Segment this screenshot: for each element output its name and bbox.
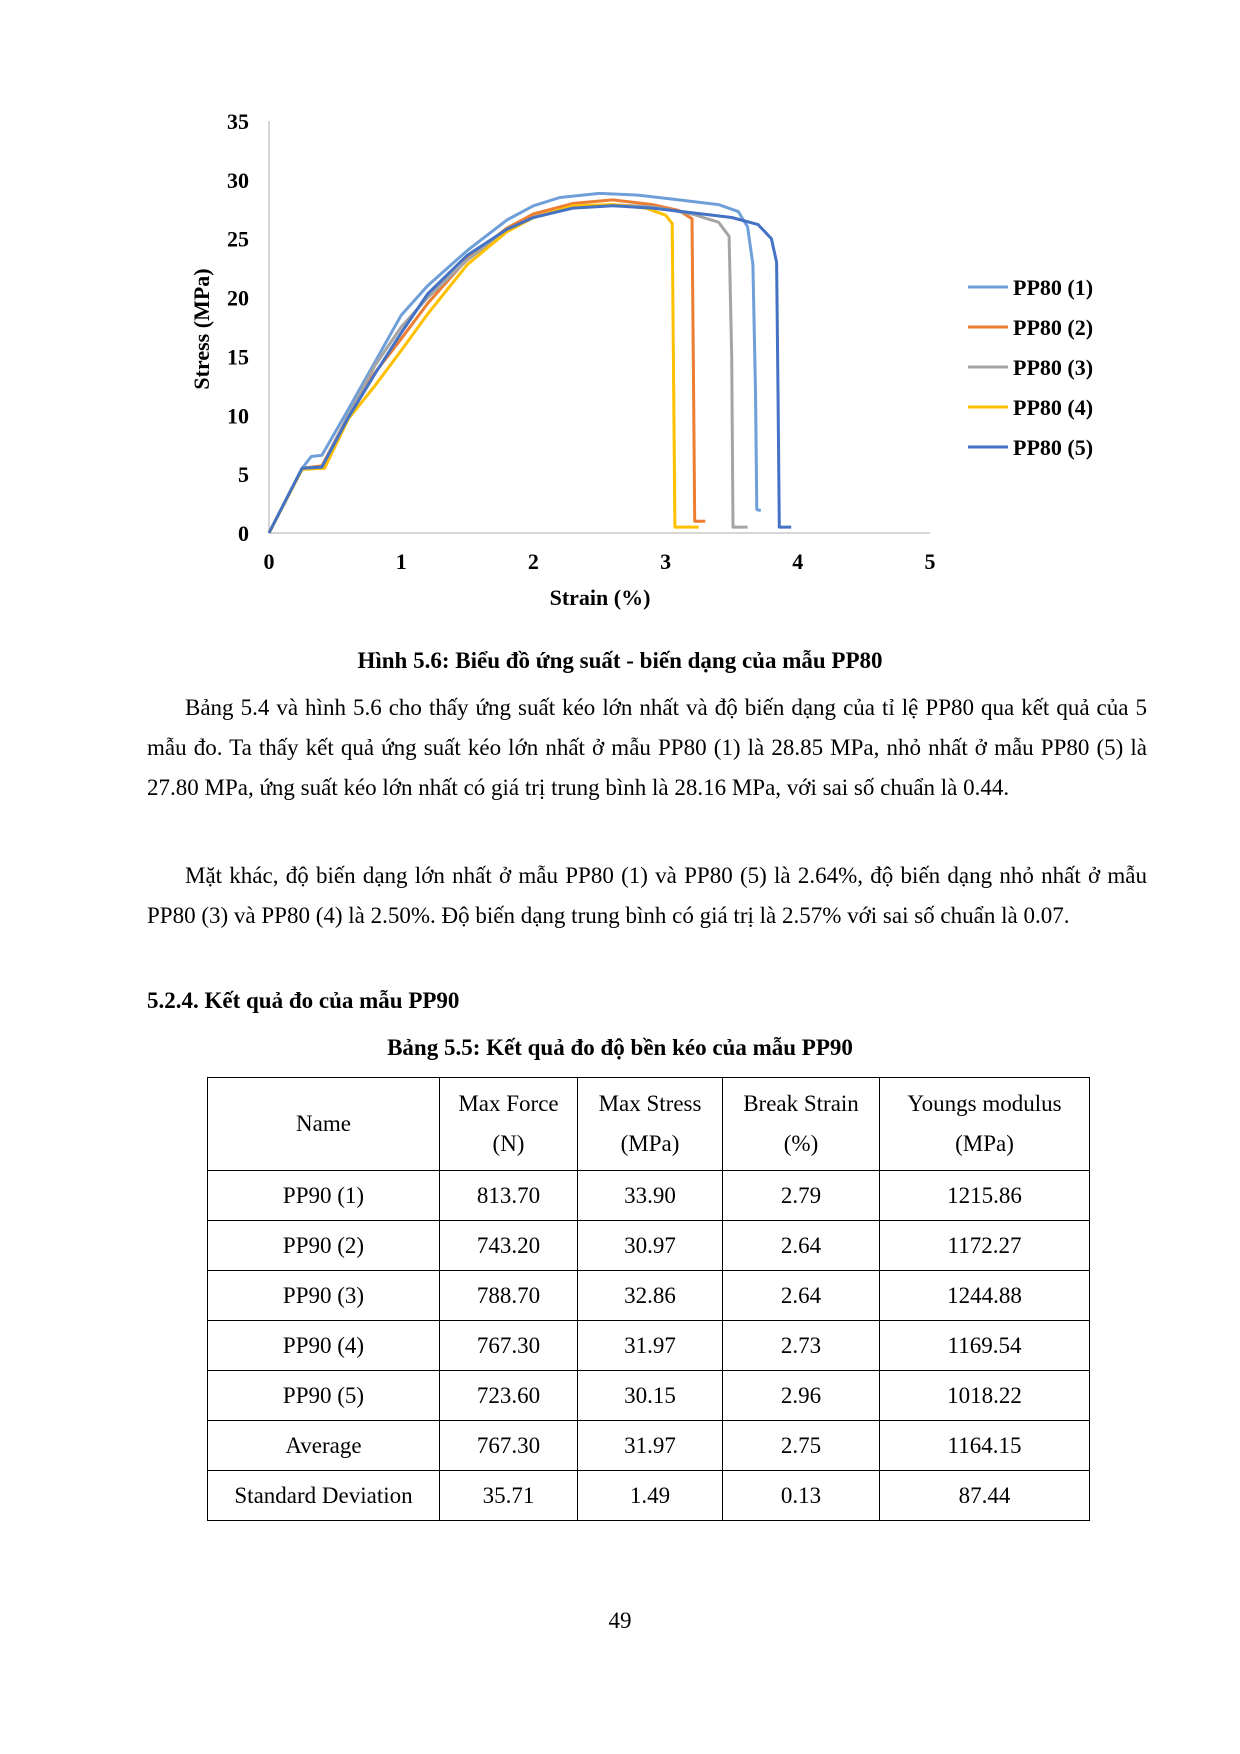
series-line-5 bbox=[269, 206, 791, 533]
section-heading: 5.2.4. Kết quả đo của mẫu PP90 bbox=[147, 988, 460, 1013]
y-tick-label: 30 bbox=[227, 167, 249, 193]
table-cell-value: 30.15 bbox=[578, 1371, 723, 1421]
legend-label: PP80 (5) bbox=[1013, 435, 1094, 460]
table-cell-value: 1164.15 bbox=[880, 1421, 1090, 1471]
table-cell-value: 767.30 bbox=[440, 1321, 578, 1371]
legend-label: PP80 (2) bbox=[1013, 315, 1094, 340]
legend-label: PP80 (4) bbox=[1013, 395, 1094, 420]
table-header-row bbox=[208, 1078, 1090, 1171]
table-cell-value: 87.44 bbox=[880, 1471, 1090, 1521]
table-cell-value: 2.73 bbox=[723, 1321, 880, 1371]
table-cell-value: 1018.22 bbox=[880, 1371, 1090, 1421]
x-tick-label: 3 bbox=[660, 549, 672, 574]
header-max-force: Max Force (N) bbox=[440, 1078, 578, 1171]
table-row bbox=[208, 1221, 1090, 1271]
y-tick-label: 25 bbox=[227, 226, 249, 252]
header-max-stress: Max Stress (MPa) bbox=[578, 1078, 723, 1171]
table-cell-name: Average bbox=[208, 1421, 440, 1471]
x-tick-label: 4 bbox=[792, 549, 804, 574]
series-line-1 bbox=[269, 193, 761, 533]
y-tick-label: 20 bbox=[227, 285, 249, 311]
x-tick-label: 5 bbox=[924, 549, 936, 574]
table-cell-value: 2.75 bbox=[723, 1421, 880, 1471]
table-cell-value: 1172.27 bbox=[880, 1221, 1090, 1271]
header-break-strain: Break Strain (%) bbox=[723, 1078, 880, 1171]
table-cell-value: 0.13 bbox=[723, 1471, 880, 1521]
table-row bbox=[208, 1321, 1090, 1371]
chart-axes bbox=[269, 121, 930, 533]
chart-series bbox=[269, 193, 791, 533]
table-cell-name: PP90 (5) bbox=[208, 1371, 440, 1421]
paragraph-2: Mặt khác, độ biến dạng lớn nhất ở mẫu PP80 (1) và PP80 (5) là 2.64%, độ biến dạng nhỏ nhất ở mẫu PP80 (3) và PP80 (4) là 2.50%. Độ biến dạng trung bình có giá trị là 2.57% với sai số chuẩn là 0.07. bbox=[147, 863, 1147, 928]
table-cell-value: 30.97 bbox=[578, 1221, 723, 1271]
table-cell-value: 1.49 bbox=[578, 1471, 723, 1521]
table-cell-value: 788.70 bbox=[440, 1271, 578, 1321]
y-tick-label: 35 bbox=[227, 109, 249, 134]
table-row bbox=[208, 1471, 1090, 1521]
table-cell-value: 1244.88 bbox=[880, 1271, 1090, 1321]
table-cell-value: 767.30 bbox=[440, 1421, 578, 1471]
table-cell-value: 723.60 bbox=[440, 1371, 578, 1421]
x-axis-label: Strain (%) bbox=[549, 585, 651, 610]
table-caption: Bảng 5.5: Kết quả đo độ bền kéo của mẫu PP90 bbox=[387, 1035, 853, 1060]
table-cell-value: 31.97 bbox=[578, 1321, 723, 1371]
x-tick-label: 0 bbox=[263, 549, 275, 574]
table-cell-value: 2.96 bbox=[723, 1371, 880, 1421]
y-tick-label: 5 bbox=[238, 462, 249, 488]
header-name: Name bbox=[208, 1078, 440, 1171]
figure-caption: Hình 5.6: Biểu đồ ứng suất - biến dạng của mẫu PP80 bbox=[357, 648, 883, 673]
header-youngs-modulus: Youngs modulus (MPa) bbox=[880, 1078, 1090, 1171]
paragraph-1: Bảng 5.4 và hình 5.6 cho thấy ứng suất kéo lớn nhất và độ biến dạng của tỉ lệ PP80 qua kết quả của 5 mẫu đo. Ta thấy kết quả ứng suất kéo lớn nhất ở mẫu PP80 (1) là 28.85 MPa, nhỏ nhất ở mẫu PP80 (5) là 27.80 MPa, ứng suất kéo lớn nhất có giá trị trung bình là 28.16 MPa, với sai số chuẩn là 0.44. bbox=[147, 695, 1147, 800]
series-line-4 bbox=[269, 205, 699, 533]
table-cell-value: 2.64 bbox=[723, 1271, 880, 1321]
table-row bbox=[208, 1271, 1090, 1321]
table-cell-value: 743.20 bbox=[440, 1221, 578, 1271]
table-cell-value: 35.71 bbox=[440, 1471, 578, 1521]
x-tick-label: 2 bbox=[527, 549, 539, 574]
table-cell-value: 31.97 bbox=[578, 1421, 723, 1471]
table-row bbox=[208, 1421, 1090, 1471]
chart-tick-labels bbox=[227, 109, 936, 574]
x-tick-label: 1 bbox=[395, 549, 407, 574]
table-cell-name: PP90 (4) bbox=[208, 1321, 440, 1371]
legend-label: PP80 (1) bbox=[1013, 275, 1094, 300]
table-row bbox=[208, 1171, 1090, 1221]
table-cell-value: 33.90 bbox=[578, 1171, 723, 1221]
table-cell-name: PP90 (3) bbox=[208, 1271, 440, 1321]
table-cell-value: 813.70 bbox=[440, 1171, 578, 1221]
table-cell-name: PP90 (2) bbox=[208, 1221, 440, 1271]
page-number: 49 bbox=[608, 1608, 632, 1633]
table-cell-value: 2.79 bbox=[723, 1171, 880, 1221]
table-row bbox=[208, 1371, 1090, 1421]
chart-legend bbox=[968, 275, 1093, 460]
table-cell-value: 2.64 bbox=[723, 1221, 880, 1271]
table-cell-value: 1215.86 bbox=[880, 1171, 1090, 1221]
table-cell-value: 1169.54 bbox=[880, 1321, 1090, 1371]
table-cell-value: 32.86 bbox=[578, 1271, 723, 1321]
stress-strain-chart bbox=[0, 0, 1240, 640]
y-axis-label: Stress (MPa) bbox=[189, 268, 214, 390]
y-tick-label: 10 bbox=[227, 403, 249, 429]
table-cell-name: PP90 (1) bbox=[208, 1171, 440, 1221]
y-tick-label: 15 bbox=[227, 344, 249, 370]
results-table bbox=[207, 1077, 1090, 1521]
legend-label: PP80 (3) bbox=[1013, 355, 1094, 380]
y-tick-label: 0 bbox=[238, 521, 249, 546]
table-cell-name: Standard Deviation bbox=[208, 1471, 440, 1521]
